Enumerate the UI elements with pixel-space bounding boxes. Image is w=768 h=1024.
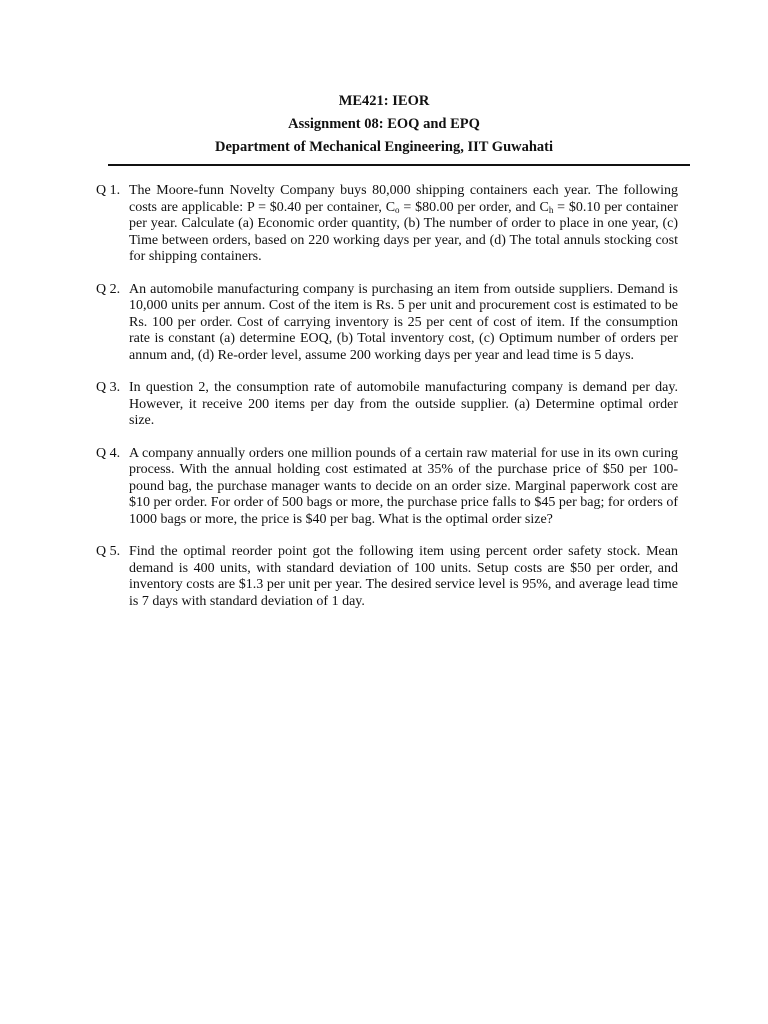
question-text: In question 2, the consumption rate of automobile manufacturing company is demand per day. However, it receive 200 items per day from the outside supplier. (a) Determine optimal order size. (129, 380, 678, 428)
question-5 (96, 544, 678, 610)
question-2 (96, 282, 678, 365)
question-list (96, 183, 678, 626)
assignment-title: Assignment 08: EOQ and EPQ (288, 116, 480, 132)
question-label: Q 5. (96, 544, 121, 559)
question-text: An automobile manufacturing company is purchasing an item from outside suppliers. Demand is 10,000 units per annum. Cost of the item is Rs. 5 per unit and procurement cost is estimated to be Rs. 100 per order. Cost of carrying inventory is 25 per cent of cost of item. If the consumption rate is constant (a) determine EOQ, (b) Total inventory cost, (c) Optimum number of orders per annum and, (d) Re-order level, assume 200 working days per year and lead time is 5 days. (129, 281, 678, 363)
question-text: Find the optimal reorder point got the following item using percent order safety stock. Mean demand is 400 units, with standard deviation of 100 units. Setup costs are $50 per order, and inventory costs are $1.3 per unit per year. The desired service level is 95%, and average lead time is 7 days with standard deviation of 1 day. (129, 544, 678, 609)
question-text-part: The Moore-funn Novelty Company buys 80,000 shipping containers each year. The following costs are applicable: P = $0.40 per container, C (129, 183, 678, 215)
subscript-o: o (395, 204, 400, 215)
question-text (129, 183, 678, 266)
question-text-part: = $0.10 per container per year. Calculate (a) Economic order quantity, (b) The number of order to place in one year, (c) Time between orders, based on 220 working days per year, and (d) The total annuls stocking cost for shipping containers. (129, 199, 678, 264)
course-title: ME421: IEOR (338, 93, 430, 109)
question-3 (96, 380, 678, 430)
question-label: Q 4. (96, 445, 121, 461)
question-label: Q 3. (96, 380, 121, 395)
question-text-part: = $80.00 per order, and C (399, 199, 549, 215)
question-label: Q 2. (96, 281, 121, 297)
question-text: A company annually orders one million pounds of a certain raw material for use in its own curing process. With the annual holding cost estimated at 35% of the purchase price of $50 per 100-pound bag, the purchase manager wants to decide on an order size. Marginal paperwork cost are $10 per order. For order of 500 bags or more, the purchase price falls to $45 per bag; for orders of 1000 bags or more, the price is $40 per bag. What is the optimal order size? (129, 445, 678, 527)
department-title: Department of Mechanical Engineering, IIT Guwahati (214, 139, 554, 155)
document-header (0, 90, 768, 159)
subscript-h: h (548, 204, 554, 215)
question-label: Q 1. (96, 183, 121, 198)
question-4 (96, 446, 678, 529)
header-divider (108, 164, 690, 166)
question-1 (96, 183, 678, 266)
